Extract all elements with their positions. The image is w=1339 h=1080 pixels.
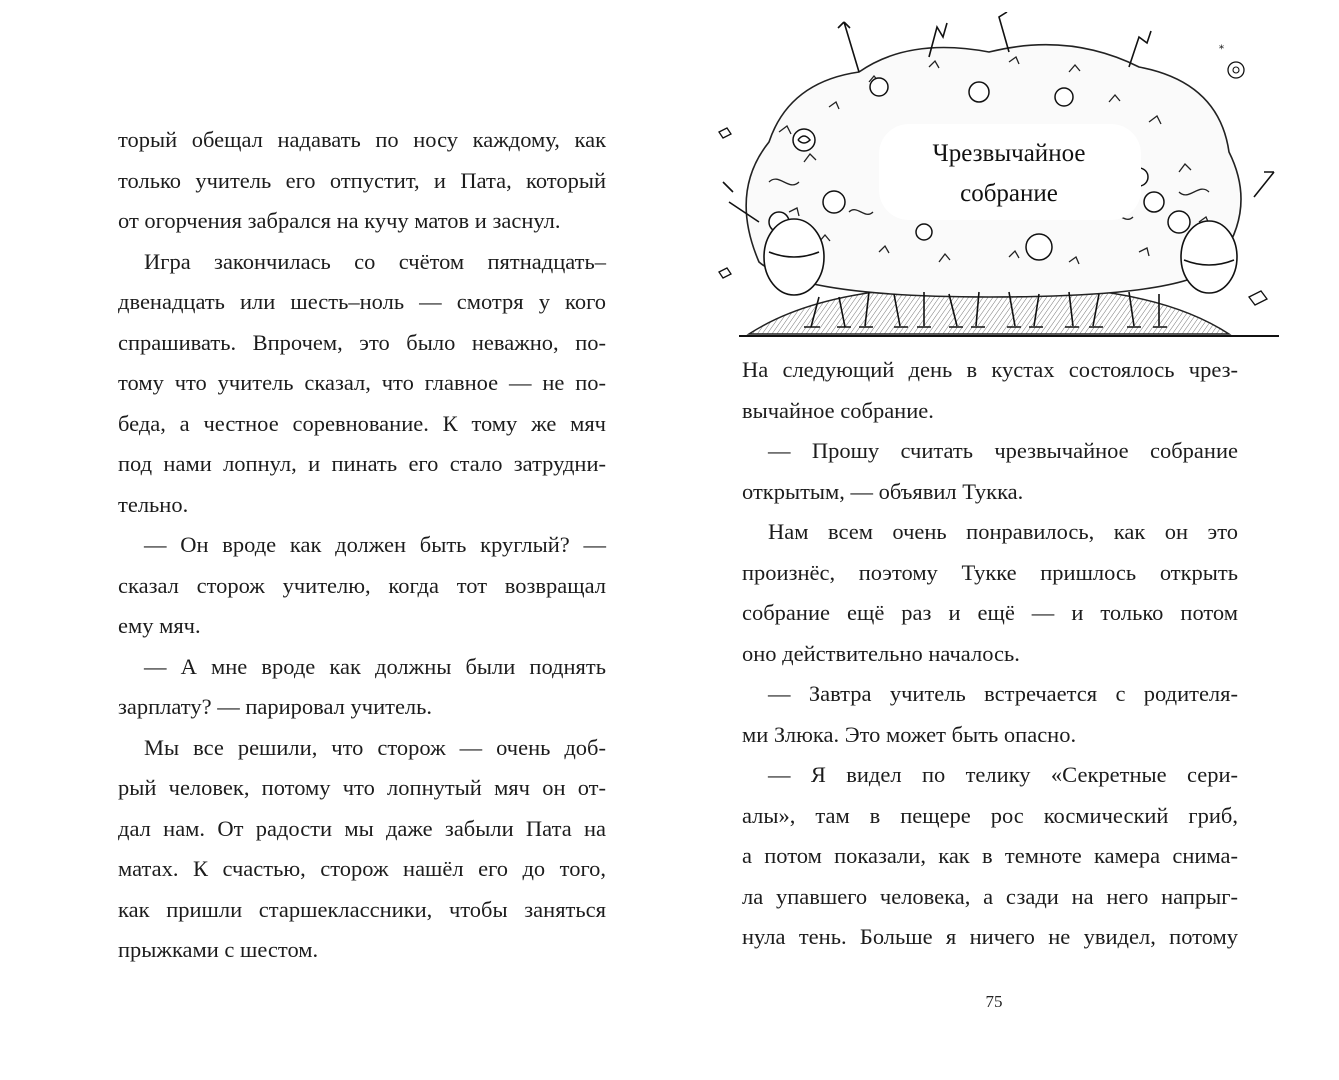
chapter-title-line-2: собрание — [960, 180, 1058, 207]
text-line: — Завтра учитель встречается с родителя- — [768, 681, 1238, 706]
page-number: 75 — [985, 992, 1003, 1011]
text-line: матах. К счастью, сторож нашёл его до того, — [118, 856, 606, 881]
text-line: спрашивать. Впрочем, это было неважно, по- — [118, 329, 606, 355]
text-line: а потом показали, как в темноте камера снима- — [742, 843, 1238, 868]
text-line: оно действительно началось. — [742, 640, 1020, 666]
chapter-illustration — [709, 12, 1279, 342]
text-line: дал нам. От радости мы даже забыли Пата на — [118, 815, 606, 841]
text-line: произнёс, поэтому Тукке пришлось открыть — [742, 559, 1238, 585]
left-page-body-text — [118, 120, 606, 971]
text-line: зарплату? — парировал учитель. — [118, 694, 433, 719]
text-line: ему мяч. — [118, 613, 201, 638]
text-line: Мы все решили, что сторож — очень доб- — [144, 734, 606, 760]
left-page — [0, 0, 669, 1080]
chapter-title — [884, 134, 1134, 214]
text-line: торый обещал надавать по носу каждому, как — [118, 127, 606, 152]
text-line: — Прошу считать чрезвычайное собрание — [768, 438, 1238, 463]
text-line: алы», там в пещере рос космический гриб, — [742, 802, 1238, 828]
text-line: тельно. — [118, 491, 189, 517]
chapter-title-line-1: Чрезвычайное — [932, 140, 1086, 167]
right-page-body-text — [742, 350, 1238, 958]
text-line: вычайное собрание. — [742, 397, 934, 423]
text-line: прыжками с шестом. — [118, 937, 319, 962]
text-line: как пришли старшеклассники, чтобы заняться — [118, 896, 606, 922]
text-line: ла упавшего человека, а сзади на него напрыг- — [742, 883, 1238, 909]
text-line: под нами лопнул, и пинать его стало затрудни- — [118, 451, 606, 476]
text-line: собрание ещё раз и ещё — и только потом — [742, 600, 1238, 625]
text-line: — Он вроде как должен быть круглый? — — [144, 532, 606, 557]
text-line: Игра закончилась со счётом пятнадцать– — [144, 248, 606, 274]
text-line: рый человек, потому что лопнутый мяч он от- — [118, 775, 606, 800]
text-line: — А мне вроде как должны были поднять — [144, 653, 606, 679]
text-line: тому что учитель сказал, что главное — не по- — [118, 370, 606, 395]
text-line: от огорчения забрался на кучу матов и заснул. — [118, 208, 561, 233]
svg-text:*: * — [1219, 44, 1224, 55]
text-line: двенадцать или шесть–ноль — смотря у кого — [118, 289, 606, 314]
text-line: беда, а честное соревнование. К тому же мяч — [118, 410, 606, 436]
text-line: открытым, — объявил Тукка. — [742, 478, 1024, 504]
text-line: — Я видел по телику «Секретные сери- — [768, 762, 1238, 787]
text-line: На следующий день в кустах состоялось чрез- — [742, 357, 1238, 382]
text-line: нула тень. Больше я ничего не увидел, потому — [742, 924, 1238, 949]
right-page — [669, 0, 1339, 1080]
text-line: ми Злюка. Это может быть опасно. — [742, 721, 1077, 747]
text-line: Нам всем очень понравилось, как он это — [768, 519, 1238, 544]
text-line: сказал сторож учителю, когда тот возвращал — [118, 572, 606, 598]
text-line: только учитель его отпустит, и Пата, который — [118, 167, 606, 193]
